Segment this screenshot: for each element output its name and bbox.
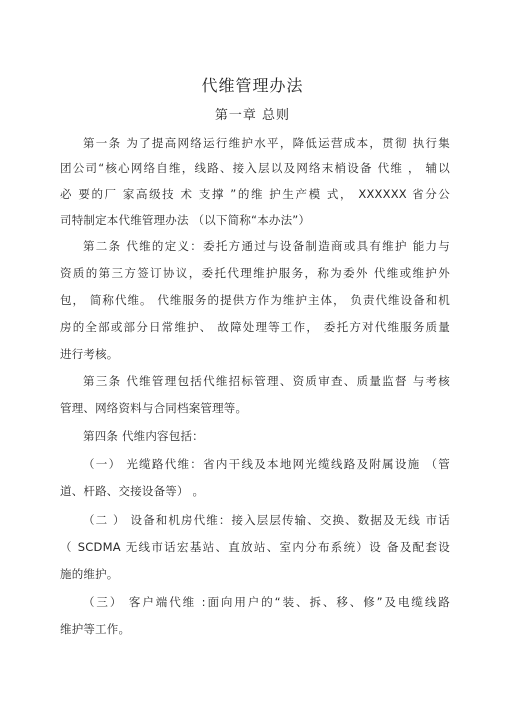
paragraph-line: 第三条 代维管理包括代维招标管理、资质审查、质量监督 与考核 — [83, 374, 450, 388]
paragraph-line: 必 要的厂 家高级技 术 支撑 ”的维 护生产模 式， XXXXXX 省分公 — [60, 187, 450, 201]
paragraph-line: （二 ） 设备和机房代维：接入层层传输、交换、数据及无线 市话 — [83, 513, 450, 527]
paragraph-line: （ SCDMA 无线市话宏基站、直放站、室内分布系统）设 备及配套设 — [60, 540, 450, 554]
chapter-heading: 第一章 总则 — [214, 108, 291, 123]
paragraph-line: 房的全部或部分日常维护、 故障处理等工作， 委托方对代维服务质量 — [60, 320, 450, 334]
paragraph-line: 资质的第三方签订协议，委托代理维护服务，称为委外 代维或维护外 — [60, 266, 450, 280]
document-title: 代维管理办法 — [201, 76, 304, 95]
paragraph-line: 道、杆路、交接设备等） 。 — [60, 484, 205, 498]
paragraph-line: （一） 光缆路代维：省内干线及本地网光缆线路及附属设施 （管 — [83, 457, 450, 471]
paragraph-line: 团公司“核心网络自维，线路、接入层以及网络末梢设备 代维 ， 辅以 — [60, 161, 450, 175]
paragraph-line: （三） 客户端代维 :面向用户的“装、拆、移、修”及电缆线路 — [83, 595, 450, 609]
paragraph-line: 第一条 为了提高网络运行维护水平，降低运营成本，贯彻 执行集 — [83, 136, 450, 150]
paragraph-line: 第二条 代维的定义：委托方通过与设备制造商或具有维护 能力与 — [83, 239, 450, 253]
paragraph-line: 施的维护。 — [60, 567, 119, 581]
paragraph-line: 维护等工作。 — [60, 622, 131, 636]
paragraph-line: 司特制定本代维管理办法 （以下简称“本办法”） — [60, 213, 311, 227]
paragraph-line: 进行考核。 — [60, 347, 119, 361]
paragraph-line: 管理、网络资料与合同档案管理等。 — [60, 401, 248, 415]
paragraph-line: 包， 简称代维。 代维服务的提供方作为维护主体， 负责代维设备和机 — [60, 293, 450, 307]
paragraph-line: 第四条 代维内容包括： — [83, 429, 204, 443]
